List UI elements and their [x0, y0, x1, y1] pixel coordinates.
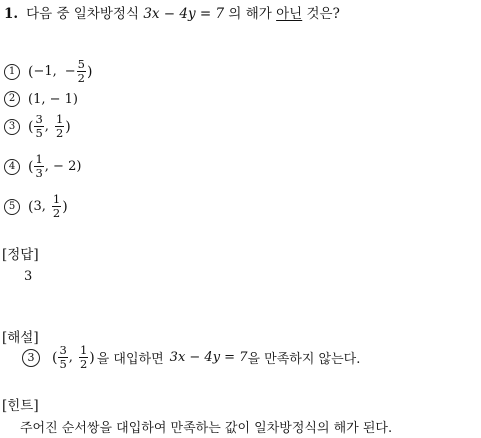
- explanation-equation: 3x − 4y = 7: [169, 350, 248, 365]
- choice-marker: 3: [4, 119, 20, 135]
- question-text-mid: 의 해가: [228, 6, 272, 22]
- choice-a: −1,: [33, 64, 57, 79]
- choice-a: 3,: [33, 199, 46, 214]
- hint-label: [힌트]: [2, 398, 39, 414]
- paren-open: (: [28, 63, 34, 80]
- explanation-text1: 을 대입하면: [96, 352, 164, 367]
- paren-close: ): [87, 63, 93, 80]
- choice-marker: 5: [4, 199, 20, 215]
- choice-after: , − 2): [44, 159, 82, 174]
- explanation-label: [해설]: [2, 330, 39, 346]
- fraction: $\frac{1}{3}$: [35, 152, 43, 180]
- choice-text: (1, − 1): [28, 91, 78, 107]
- answer-label: [정답]: [2, 247, 39, 263]
- paren-open: (: [52, 349, 58, 366]
- choice-marker: 2: [4, 91, 20, 107]
- fraction: $\frac{1}{2}$: [52, 192, 61, 220]
- choice-4[interactable]: [4, 153, 81, 180]
- question: [4, 2, 340, 22]
- paren-close: ): [62, 198, 68, 215]
- explanation-text2: 을 만족하지 않는다.: [247, 352, 361, 367]
- choice-b-sign: −: [64, 64, 76, 79]
- fraction: $\frac{1}{2}$: [79, 343, 88, 371]
- fraction: $\frac{5}{2}$: [77, 57, 85, 85]
- explanation-marker: 3: [22, 349, 40, 367]
- fraction: $\frac{1}{2}$: [55, 112, 64, 140]
- hint-text: 주어진 순서쌍을 대입하여 만족하는 값이 일차방정식의 해가 된다.: [20, 421, 393, 436]
- question-number: 1.: [4, 6, 19, 22]
- question-text-after: 것은?: [306, 6, 340, 22]
- choice-marker: 4: [4, 159, 20, 175]
- paren-open: (: [28, 158, 34, 175]
- question-underlined: 아닌: [276, 6, 303, 22]
- answer-value: 3: [24, 269, 33, 284]
- question-text-before: 다음 중 일차방정식: [26, 6, 140, 22]
- choice-1[interactable]: [4, 58, 92, 85]
- fraction: $\frac{3}{5}$: [59, 343, 67, 371]
- explanation: [22, 344, 360, 371]
- paren-open: (: [28, 198, 34, 215]
- choice-marker: 1: [4, 64, 20, 80]
- question-equation: 3x − 4y = 7: [143, 6, 225, 22]
- choice-2[interactable]: [4, 91, 78, 107]
- paren-close: ): [89, 349, 95, 366]
- paren-close: ): [65, 118, 71, 135]
- fraction: $\frac{3}{5}$: [35, 112, 43, 140]
- separator: ,: [68, 350, 73, 365]
- choice-5[interactable]: [4, 193, 68, 220]
- separator: ,: [44, 119, 49, 134]
- choice-3[interactable]: [4, 113, 71, 140]
- paren-open: (: [28, 118, 34, 135]
